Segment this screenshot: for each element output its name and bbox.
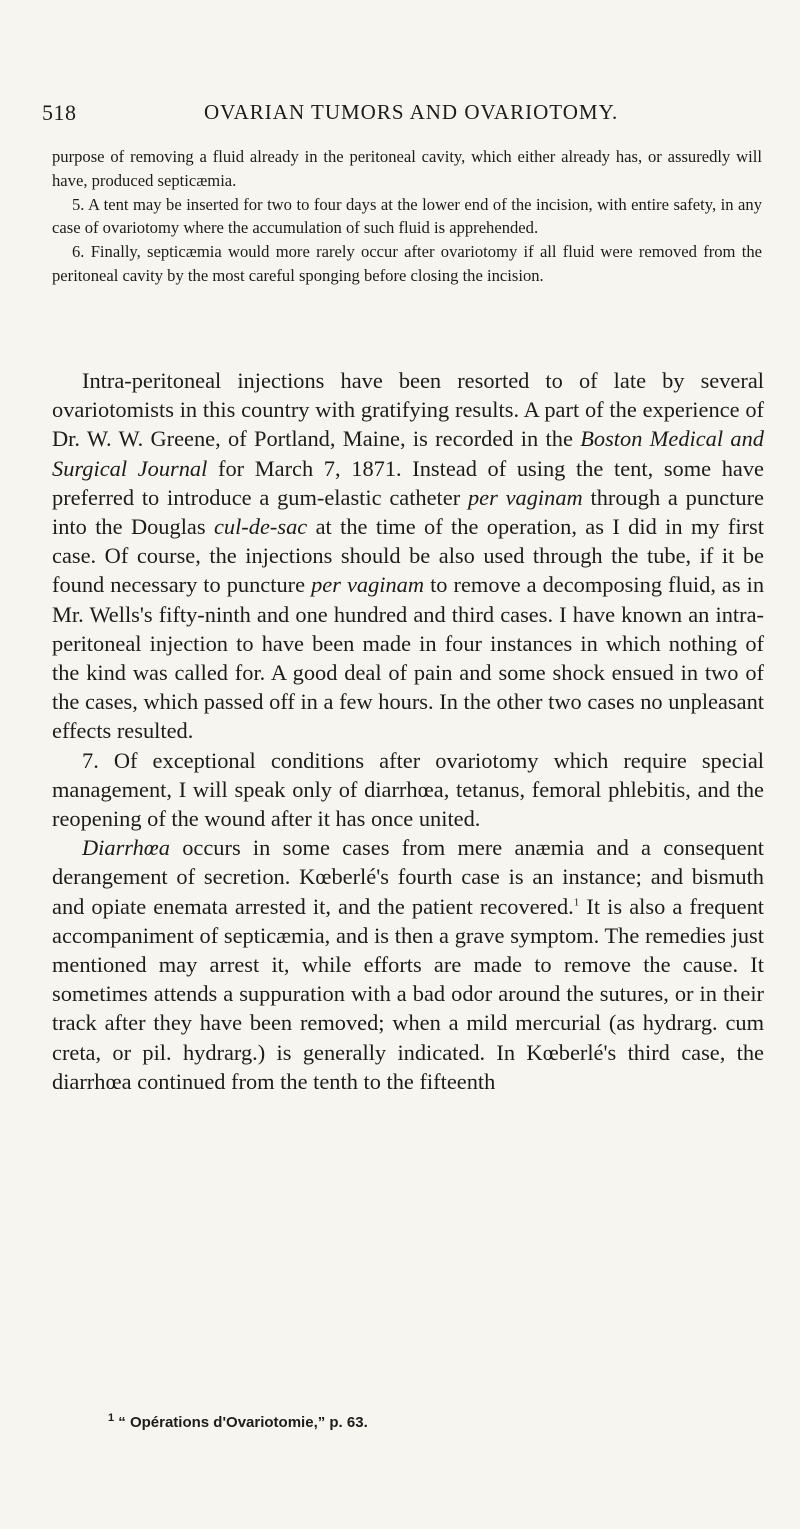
footnote bbox=[108, 1414, 768, 1431]
paragraph-exceptional-conditions: 7. Of exceptional conditions after ovariotomy which require special management, I will speak only of diarrhœa, tetanus, femoral phlebitis, and the reopening of the wound after it has once united. bbox=[52, 747, 764, 832]
paragraph-injections: Intra-peritoneal injections have been resorted to of late by several ovariotomists in this country with gratifying results. A part of the experience of Dr. W. W. Greene, of Portland, Maine, is recorded in the Boston Medical and Surgical Journal for March 7, 1871. Instead of using the tent, some have preferred to introduce a gum-elastic catheter per vaginam through a puncture into the Douglas cul-de-sac at the time of the operation, as I did in my first case. Of course, the injections should be also used through the tube, if it be found necessary to puncture per vaginam to remove a decomposing fluid, as in Mr. Wells's fifty-ninth and one hundred and third cases. I have known an intra-peritoneal injection to have been made in four instances in which nothing of the kind was called for. A good deal of pain and some shock ensued in two of the cases, which passed off in a few hours. In the other two cases no unpleasant effects resulted. bbox=[52, 368, 765, 744]
page-number: 518 bbox=[42, 100, 77, 125]
footnote-text: “ Opérations d'Ovariotomie,” p. 63. bbox=[114, 1414, 368, 1431]
diarrhoea-term: Diarrhœa bbox=[82, 835, 170, 861]
numbered-conclusions bbox=[52, 145, 762, 288]
conclusion-5: 5. A tent may be inserted for two to four days at the lower end of the incision, with entire safety, in any case of ovariotomy where the accumulation of such fluid is apprehended. bbox=[52, 194, 762, 238]
journal-title: Boston Medical and Surgical Journal bbox=[52, 426, 764, 481]
body-text bbox=[52, 366, 764, 1096]
footnote-reference: 1 bbox=[573, 896, 580, 909]
footnote-mark: 1 bbox=[108, 1412, 115, 1424]
conclusion-continuation: purpose of removing a fluid already in the peritoneal cavity, which either already has, or assuredly will have, produced septicæmia. bbox=[52, 147, 762, 190]
running-title: OVARIAN TUMORS AND OVARIOTOMY. bbox=[204, 100, 619, 124]
paragraph-diarrhoea: Diarrhœa occurs in some cases from mere anæmia and a consequent derangement of secretion. Kœberlé's fourth case is an instance; and bismuth and opiate enemata arrested it, and the patient recovered.$^1$ It is also a frequent accompaniment of septicæmia, and is then a grave symptom. The remedies just mentioned may arrest it, while efforts are made to remove the cause. It sometimes attends a suppuration with a bad odor around the sutures, or in their track after they have been removed; when a mild mercurial (as hydrarg. cum creta, or pil. hydrarg.) is generally indicated. In Kœberlé's third case, the diarrhœa continued from the tenth to the fifteenth bbox=[52, 835, 764, 1094]
conclusion-6: 6. Finally, septicæmia would more rarely occur after ovariotomy if all fluid were removed from the peritoneal cavity by the most careful sponging before closing the incision. bbox=[52, 242, 762, 285]
page-header bbox=[42, 100, 762, 130]
